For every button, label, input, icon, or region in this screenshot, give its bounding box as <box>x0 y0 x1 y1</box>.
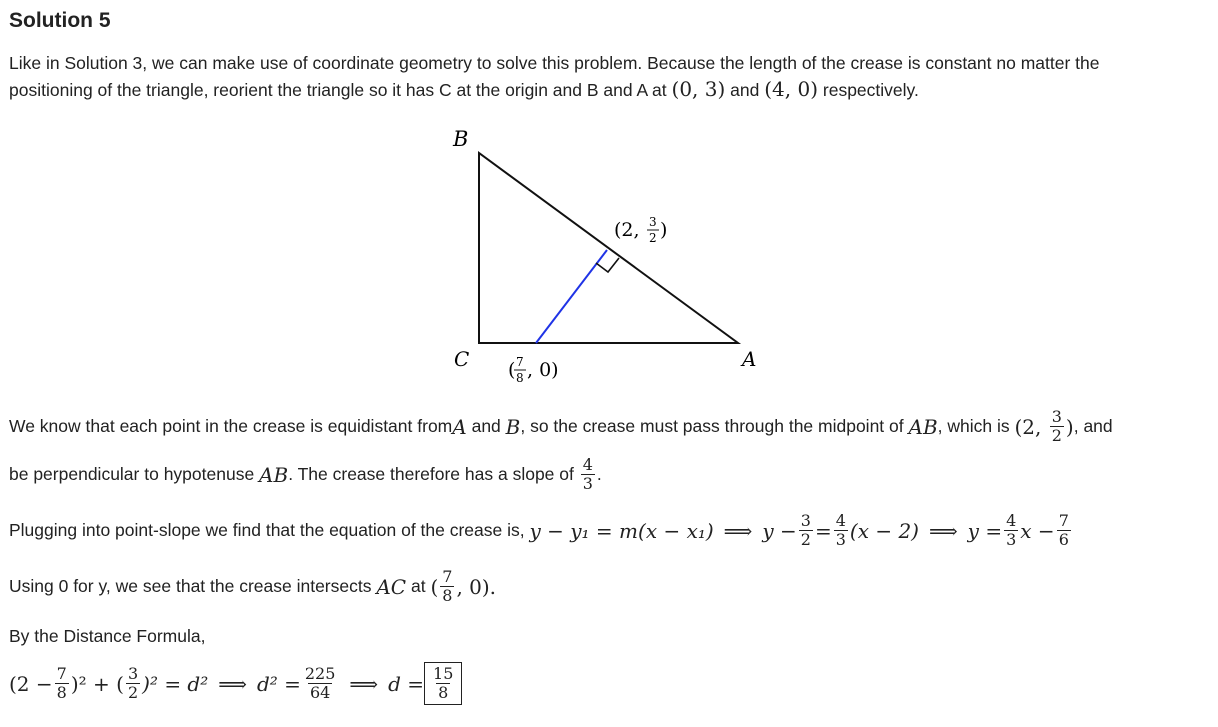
fraction-numerator: 4 <box>582 455 593 474</box>
eq2-right: (x − 2) <box>849 518 919 543</box>
fraction-numerator: 3 <box>1051 407 1062 426</box>
fraction-numerator: 7 <box>442 567 453 586</box>
final-part-b: )² + ( <box>70 671 124 696</box>
point-slope-formula: y − y₁ = m(x − x₁) <box>529 518 714 543</box>
para2-text-e: , and <box>1073 416 1113 436</box>
fraction-numerator: 4 <box>1006 511 1017 530</box>
segment-ab-2: AB <box>259 462 289 487</box>
eq2-fraction-1 <box>799 512 813 549</box>
midpoint-label-suffix: ) <box>660 219 668 241</box>
paragraph-midpoint <box>9 408 1113 445</box>
midpoint-label <box>614 215 667 245</box>
para2-line2-a: be perpendicular to hypotenuse <box>9 464 260 484</box>
boxed-answer <box>424 662 462 705</box>
midpoint-label-prefix: (2, <box>614 219 640 241</box>
implies-symbol-2: ⟹ <box>929 518 958 543</box>
var-b: B <box>505 414 521 439</box>
triangle-figure <box>430 118 790 388</box>
eq3-fraction-2 <box>1057 512 1071 549</box>
page-title: Solution 5 <box>9 9 111 32</box>
final-fraction-1 <box>55 665 69 702</box>
foot-label-num: 7 <box>516 355 524 369</box>
intro-text-a: positioning of the triangle, reorient the triangle so it has C at the origin and B and A at <box>9 80 672 100</box>
segment-ab: AB <box>908 414 938 439</box>
eq2-left: y − <box>762 518 797 543</box>
final-part-d: d² = <box>256 671 301 696</box>
fraction-denominator: 2 <box>1051 426 1062 445</box>
eq3-mid: x − <box>1020 518 1055 543</box>
midpoint-open: (2, <box>1014 414 1048 439</box>
implies-symbol: ⟹ <box>723 518 753 543</box>
eq3-fraction-1 <box>1004 512 1018 549</box>
final-part-a: (2 − <box>9 671 53 696</box>
fraction-denominator: 3 <box>582 474 593 493</box>
intro-line-2 <box>9 76 1099 103</box>
para2-text-a: We know that each point in the crease is equidistant from <box>9 416 453 436</box>
fraction-denominator: 8 <box>438 683 449 702</box>
fraction-denominator: 8 <box>56 683 67 702</box>
fraction-denominator: 3 <box>835 530 846 549</box>
para2-line2-b: . The crease therefore has a slope of <box>288 464 579 484</box>
intersection-fraction <box>440 568 454 605</box>
fraction-numerator: 225 <box>304 664 336 683</box>
final-equation <box>9 662 462 705</box>
midpoint-label-num: 3 <box>649 215 657 229</box>
final-fraction-2 <box>126 665 140 702</box>
fraction-denominator: 8 <box>442 586 453 605</box>
foot-label <box>508 355 559 385</box>
para2-text-d: , which is <box>937 416 1015 436</box>
fraction-denominator: 6 <box>1058 530 1069 549</box>
vertex-label-c: C <box>454 347 470 371</box>
foot-label-den: 8 <box>516 371 524 385</box>
final-part-c: )² = d² <box>142 671 209 696</box>
fraction-denominator: 64 <box>309 683 331 702</box>
intro-line-1: Like in Solution 3, we can make use of coordinate geometry to solve this problem. Because the length of the crease is constant no matter the <box>9 53 1100 73</box>
intersection-close: , 0). <box>456 574 497 599</box>
segment-ac: AC <box>376 574 407 599</box>
final-part-e: d = <box>388 671 425 696</box>
intro-text-c: respectively. <box>818 80 919 100</box>
final-fraction-3 <box>303 665 338 702</box>
foot-label-prefix: ( <box>508 359 516 381</box>
triangle-abc <box>479 153 738 343</box>
midpoint-fraction <box>1050 408 1064 445</box>
answer-fraction <box>431 665 455 702</box>
point-b-coords: (0, 3) <box>671 77 726 101</box>
slope-fraction <box>581 456 595 493</box>
vertex-label-b: B <box>453 127 469 151</box>
para2-text-b: and <box>466 416 506 436</box>
fraction-numerator: 3 <box>127 664 139 683</box>
midpoint-close: ) <box>1065 414 1074 439</box>
intersection-open: ( <box>430 574 439 599</box>
fraction-numerator: 7 <box>56 664 67 683</box>
fraction-numerator: 4 <box>835 511 846 530</box>
intro-paragraph <box>9 50 1099 103</box>
fraction-denominator: 2 <box>127 683 139 702</box>
eq3-left: y = <box>967 518 1003 543</box>
fraction-denominator: 2 <box>800 530 811 549</box>
fraction-numerator: 15 <box>433 664 454 683</box>
eq2-equals: = <box>814 518 832 543</box>
paragraph-distance-formula: By the Distance Formula, <box>9 626 206 646</box>
implies-symbol-3: ⟹ <box>218 671 247 696</box>
fraction-numerator: 3 <box>800 511 811 530</box>
foot-label-suffix: , 0) <box>527 359 559 381</box>
fraction-numerator: 7 <box>1058 511 1069 530</box>
midpoint-label-den: 2 <box>649 231 657 245</box>
para4-text-b: at <box>406 576 431 596</box>
para3-text: Plugging into point-slope we find that the equation of the crease is, <box>9 520 530 540</box>
paragraph-point-slope <box>9 512 1073 549</box>
implies-symbol-4: ⟹ <box>349 671 379 696</box>
para2-line2-c: . <box>596 464 602 484</box>
para4-text-a: Using 0 for y, we see that the crease intersects <box>9 576 377 596</box>
eq2-fraction-2 <box>834 512 848 549</box>
paragraph-slope <box>9 456 602 493</box>
vertex-label-a: A <box>742 347 757 371</box>
fraction-denominator: 3 <box>1006 530 1017 549</box>
point-a-coords: (4, 0) <box>764 77 819 101</box>
para2-text-c: , so the crease must pass through the midpoint of <box>520 416 909 436</box>
paragraph-intersection <box>9 568 496 605</box>
intro-text-b: and <box>725 80 765 100</box>
var-a: A <box>452 414 467 439</box>
